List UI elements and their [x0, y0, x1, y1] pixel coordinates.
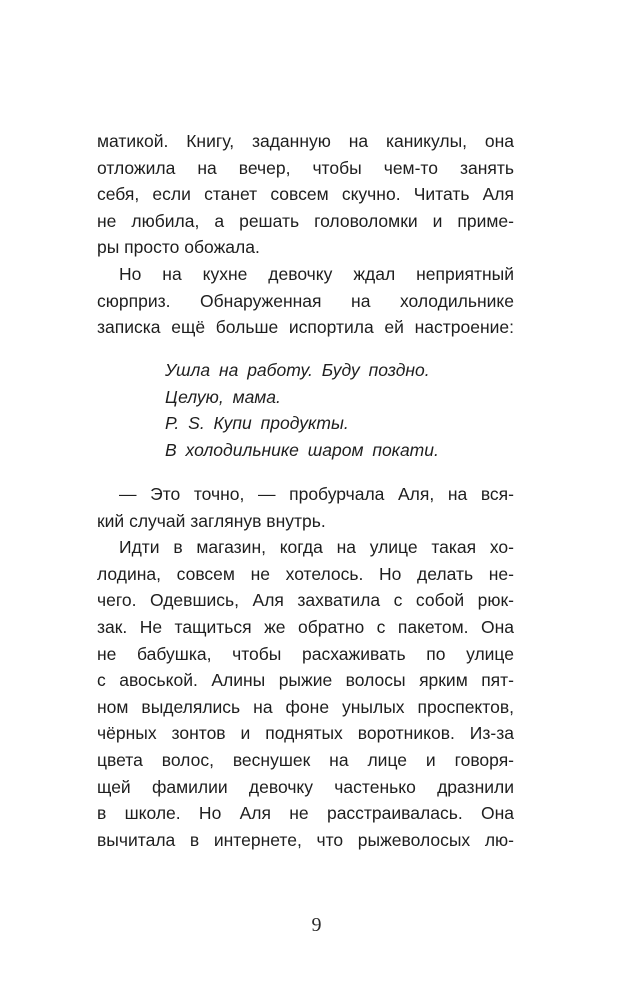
text-line: не бабушка, чтобы расхаживать по улице — [97, 643, 514, 664]
text-line: чего. Одевшись, Аля захватила с собой рюк- — [97, 590, 514, 611]
text-line: с авоськой. Алины рыжие волосы ярким пят- — [97, 670, 514, 691]
page-number: 9 — [311, 914, 322, 936]
text-line: ном выделялись на фоне унылых проспектов, — [97, 696, 514, 717]
text-line: чёрных зонтов и поднятых воротников. Из-за — [97, 723, 514, 744]
text-line: не любила, а решать головоломки и приме- — [97, 210, 514, 231]
text-line: записка ещё больше испортила ей настроение: — [97, 317, 514, 338]
note-line: Целую, мама. — [165, 386, 281, 407]
text-line: цвета волос, веснушек на лице и говоря- — [97, 749, 514, 770]
note-line: P. S. Купи продукты. — [165, 413, 349, 434]
text-line: Идти в магазин, когда на улице такая хо- — [119, 537, 514, 558]
text-block-top — [97, 128, 514, 341]
text-line: Но на кухне девочку ждал неприятный — [119, 263, 514, 284]
text-line: вычитала в интернете, что рыжеволосых лю- — [97, 829, 514, 850]
mom-note — [165, 357, 485, 463]
text-block-bottom — [97, 481, 514, 853]
note-line: В холодильнике шаром покати. — [165, 439, 439, 460]
text-line: матикой. Книгу, заданную на каникулы, она — [97, 131, 514, 151]
text-line: кий случай заглянув внутрь. — [97, 510, 326, 531]
text-line: зак. Не тащиться же обратно с пакетом. Она — [97, 616, 514, 637]
text-line: ры просто обожала. — [97, 237, 260, 258]
text-line: — Это точно, — пробурчала Аля, на вся- — [119, 484, 514, 504]
text-line: лодина, совсем не хотелось. Но делать не- — [97, 563, 514, 584]
note-line: Ушла на работу. Буду поздно. — [165, 360, 430, 380]
text-line: себя, если станет совсем скучно. Читать Аля — [97, 184, 514, 205]
text-line: сюрприз. Обнаруженная на холодильнике — [97, 290, 514, 311]
text-line: щей фамилии девочку частенько дразнили — [97, 776, 514, 797]
text-line: в школе. Но Аля не расстраивалась. Она — [97, 803, 514, 824]
text-line: отложила на вечер, чтобы чем-то занять — [97, 157, 514, 178]
